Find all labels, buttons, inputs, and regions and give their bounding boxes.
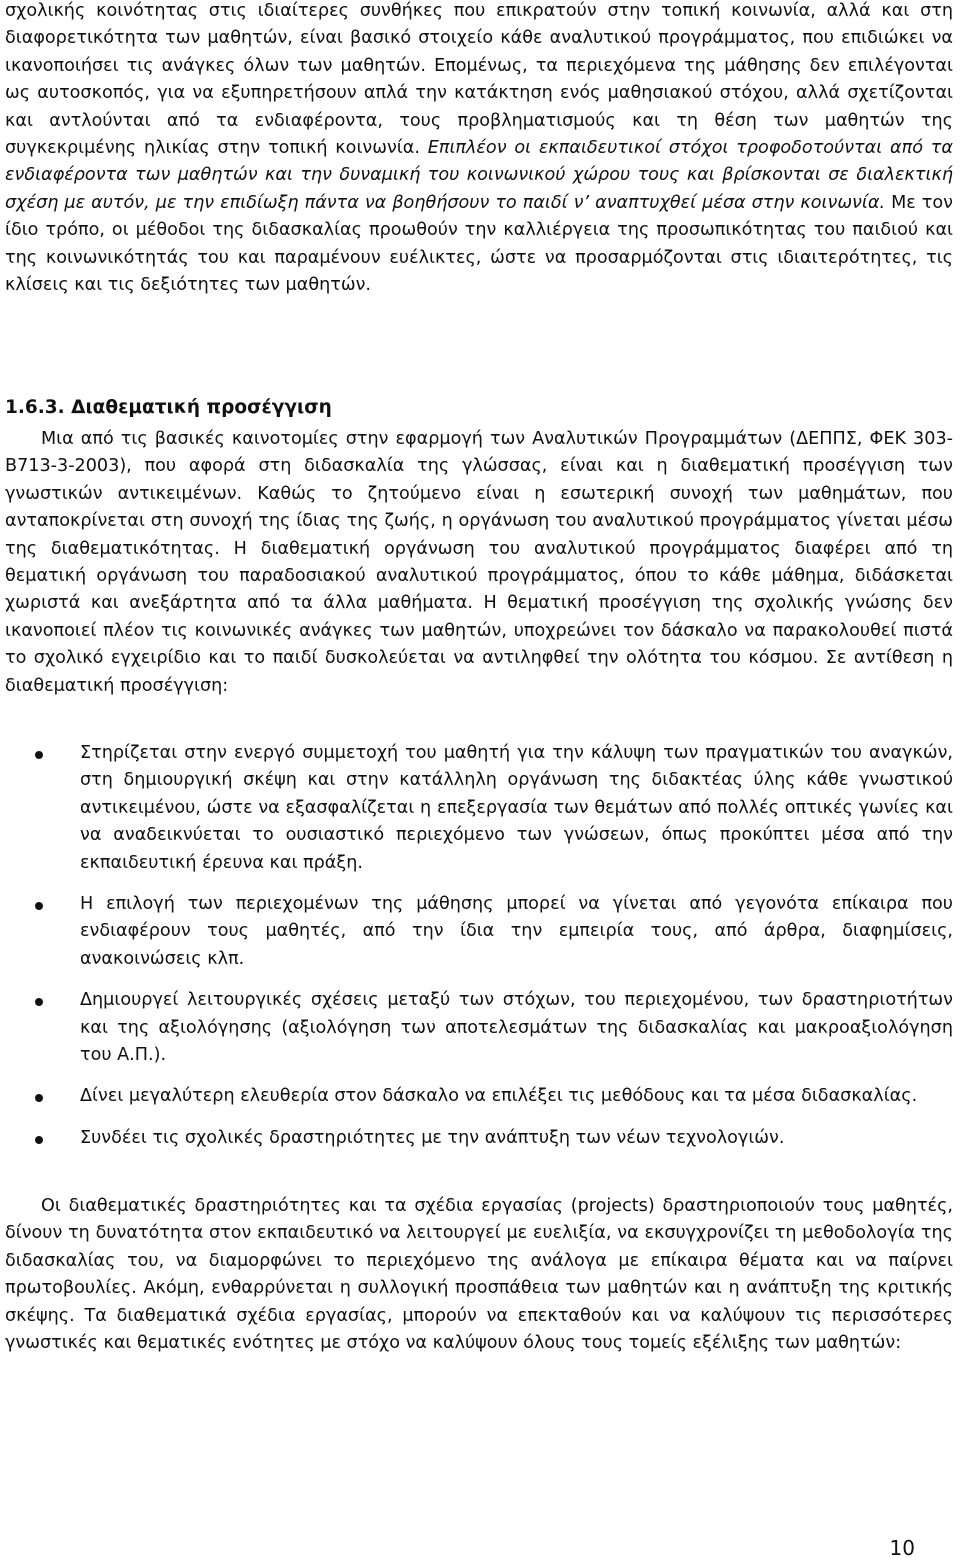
paragraph-intro-italic: Επιπλέον οι εκπαιδευτικοί στόχοι τροφοδοτούνται από τα ενδιαφέροντα των μαθητών και την δυναμική του κοινωνικού χώρου τους και βρίσκονται σε διαλεκτική σχέση με αυτόν, με την επιδίωξη πάντα να βοηθήσουν το παιδί ν’ αναπτυχθεί μέσα στην κοινωνία. [5,138,953,213]
paragraph-intro-text-2: Με τον ίδιο τρόπο, οι μέθοδοι της διδασκαλίας προωθούν την καλλιέργεια της προσωπικότητας του παιδιού και της κοινωνικότητάς του και παραμένουν ευέλικτες, ώστε να προσαρμόζονται στις ιδιαιτερότητες, τις κλίσεις και τις δεξιότητες των μαθητών. [5,192,953,296]
page-number: 10 [889,1536,915,1560]
bullet-icon [35,1136,43,1144]
bullet-icon [35,998,43,1006]
list-item [5,891,953,973]
paragraph-intro-text-1: σχολικής κοινότητας στις ιδιαίτερες συνθήκες που επικρατούν στην τοπική κοινωνία, αλλά και στη διαφορετικότητα των μαθητών, είναι βασικό στοιχείο κάθε αναλυτικού προγράμματος, που επιδιώκει να ικανοποιήσει τις ανάγκες όλων των μαθητών. Επομένως, τα περιεχόμενα της μάθησης δεν επιλέγονται ως αυτοσκοπός, για να εξυπηρετήσουν απλά την κατάκτηση ενός μαθησιακού στόχου, αλλά σχετίζονται και αντλούνται από τα ενδιαφέροντα, τους προβληματισμούς και τη θέση των μαθητών της συγκεκριμένης ηλικίας στην τοπική κοινωνία. [5,1,953,159]
list-item [5,740,953,877]
list-item-text: Η επιλογή των περιεχομένων της μάθησης μπορεί να γίνεται από γεγονότα επίκαιρα που ενδιαφέρουν τους μαθητές, από την ίδια την εμπειρία τους, από άρθρα, διαφημίσεις, ανακοινώσεις κλπ. [80,894,953,969]
list-item [5,1125,953,1152]
bullet-list [5,740,953,1166]
list-item [5,987,953,1069]
list-item-text: Συνδέει τις σχολικές δραστηριότητες με την ανάπτυξη των νέων τεχνολογιών. [80,1127,785,1148]
section-number: 1.6.3. [5,397,65,418]
list-item-text: Δίνει μεγαλύτερη ελευθερία στον δάσκαλο να επιλέξει τις μεθόδους και τα μέσα διδασκαλίας. [80,1086,918,1107]
list-item-text: Στηρίζεται στην ενεργό συμμετοχή του μαθητή για την κάλυψη των πραγματικών του αναγκών, στη δημιουργική σκέψη και στην κατάλληλη οργάνωση της διδακτέας ύλης κάθε γνωστικού αντικειμένου, ώστε να εξασφαλίζεται η επεξεργασία των θεμάτων από πολλές οπτικές γωνίες και να αναδεικνύεται το ουσιαστικό περιεχόμενο των γνώσεων, όπως προκύπτει μέσα από την εκπαιδευτική έρευνα και πράξη. [80,743,953,873]
bullet-icon [35,902,43,910]
section-title: Διαθεματική προσέγγιση [71,397,332,418]
paragraph-interdisciplinary: Μια από τις βασικές καινοτομίες στην εφαρμογή των Αναλυτικών Προγραμμάτων (ΔΕΠΠΣ, ΦΕΚ 303-Β713-3-2003), που αφορά στη διδασκαλία της γλώσσας, είναι και η διαθεματική προσέγγιση των γνωστικών αντικειμένων. Καθώς το ζητούμενο είναι η εσωτερική συνοχή των μαθημάτων, που ανταποκρίνεται στη συνοχή της ίδιας της ζωής, η οργάνωση του αναλυτικού προγράμματος γίνεται μέσω της διαθεματικότητας. Η διαθεματική οργάνωση του αναλυτικού προγράμματος διαφέρει από τη θεματική οργάνωση του παραδοσιακού αναλυτικού προγράμματος, όπου το κάθε μάθημα, διδάσκεται χωριστά και ανεξάρτητα από τα άλλα μαθήματα. Η θεματική προσέγγιση της σχολικής γνώσης δεν ικανοποιεί πλέον τις κοινωνικές ανάγκες των μαθητών, υποχρεώνει τον δάσκαλο να παρακολουθεί πιστά το σχολικό εγχειρίδιο και το παιδί δυσκολεύεται να αντιληφθεί την ολότητα του κόσμου. Σε αντίθεση η διαθεματική προσέγγιση: [5,429,953,696]
list-item-text: Δημιουργεί λειτουργικές σχέσεις μεταξύ των στόχων, του περιεχομένου, των δραστηριοτήτων και της αξιολόγησης (αξιολόγηση των αποτελεσμάτων της διδασκαλίας και μακροαξιολόγηση του Α.Π.). [80,990,953,1066]
bullet-icon [35,751,43,759]
bullet-icon [35,1094,43,1102]
section-heading [5,394,332,422]
paragraph-projects: Οι διαθεματικές δραστηριότητες και τα σχέδια εργασίας (projects) δραστηριοποιούν τους μαθητές, δίνουν τη δυνατότητα στον εκπαιδευτικό να λειτουργεί με ευελιξία, να εκσυγχρονίζει τη μεθοδολογία της διδασκαλίας του, να διαμορφώνει το περιεχόμενο της ανάλογα με επίκαιρα θέματα και να παίρνει πρωτοβουλίες. Ακόμη, ενθαρρύνεται η συλλογική προσπάθεια των μαθητών και η ανάπτυξη της κριτικής σκέψης. Τα διαθεματικά σχέδια εργασίας, μπορούν να επεκταθούν και να καλύψουν τις περισσότερες γνωστικές και θεματικές ενότητες με στόχο να καλύψουν όλους τους τομείς εξέλιξης των μαθητών: [5,1196,953,1354]
list-item [5,1083,953,1110]
paragraph-intro [5,0,953,299]
